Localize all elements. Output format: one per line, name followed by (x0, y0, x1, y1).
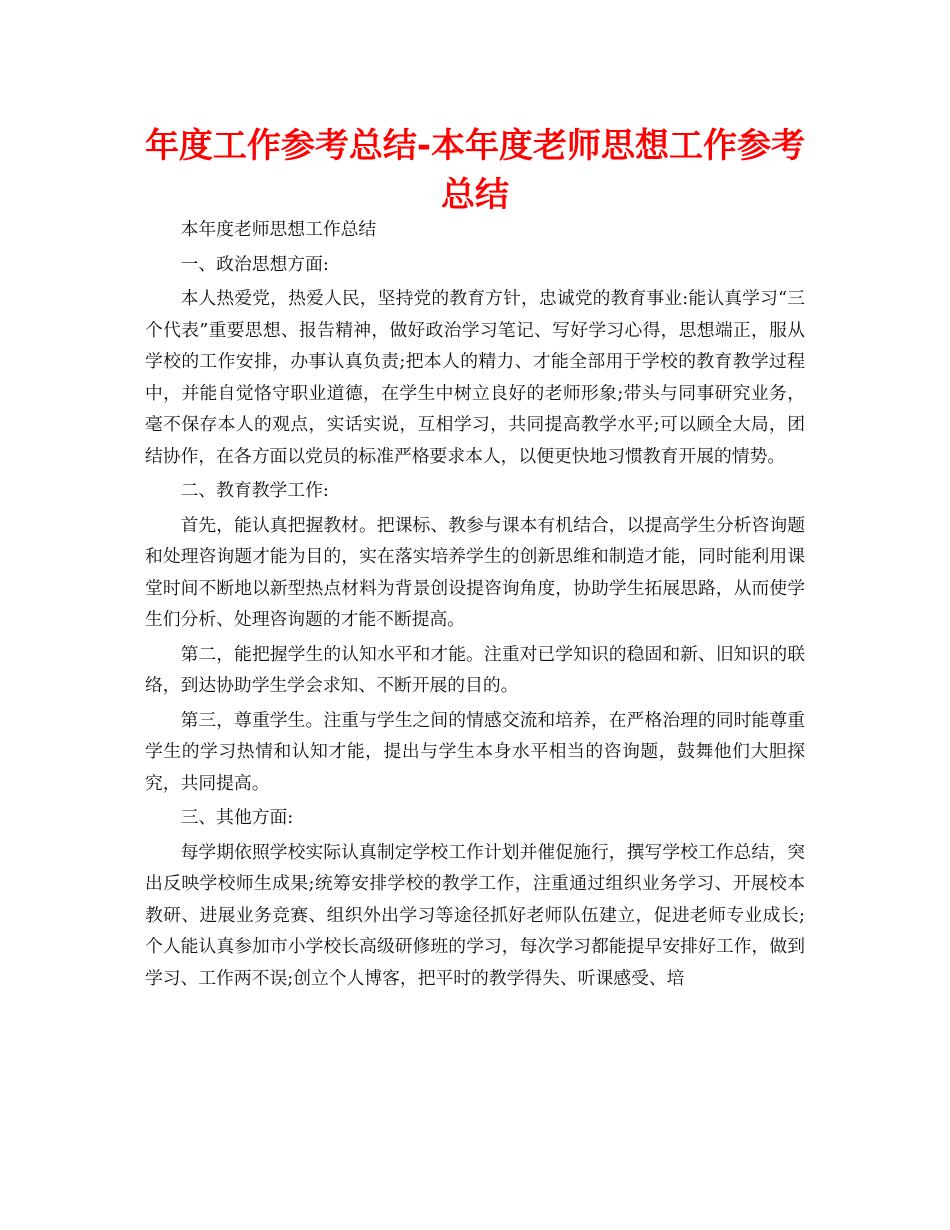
subtitle-paragraph: 本年度老师思想工作总结 (180, 219, 377, 240)
paragraph-other: 每学期依照学校实际认真制定学校工作计划并催促施行，撰写学校工作总结，突出反映学校师生成果;统筹安排学校的教学工作，注重通过组织业务学习、开展校本教研、进展业务竞赛、组织外出学习等途径抓好老师队伍建立，促进老师专业成长;个人能认真参加市小学校长高级研修班的学习，每次学习都能提早安排好工作，做到学习、工作两不误;创立个人博客，把平时的教学得失、听课感受、培 (145, 841, 805, 989)
paragraph-politics: 本人热爱党，热爱人民，坚持党的教育方针，忠诚党的教育事业:能认真学习“三个代表”重要思想、报告精神，做好政治学习笔记、写好学习心得，思想端正，服从学校的工作安排，办事认真负责;把本人的精力、才能全部用于学校的教育教学过程中，并能自觉恪守职业道德，在学生中树立良好的老师形象;带头与同事研究业务，毫不保存本人的观点，实话实说，互相学习，共同提高教学水平;可以顾全大局，团结协作，在各方面以党员的标准严格要求本人，以便更快地习惯教育开展的情势。 (145, 288, 805, 467)
section-heading-politics: 一、政治思想方面: (180, 253, 329, 275)
paragraph-teaching-first: 首先，能认真把握教材。把课标、教参与课本有机结合，以提高学生分析咨询题和处理咨询题才能为目的，实在落实培养学生的创新思维和制造才能，同时能利用课堂时间不断地以新型热点材料为背景创设提咨询角度，协助学生拓展思路，从而使学生们分析、处理咨询题的才能不断提高。 (145, 514, 805, 630)
paragraph-teaching-second: 第二，能把握学生的认知水平和才能。注重对已学知识的稳固和新、旧知识的联络，到达协助学生学会求知、不断开展的目的。 (145, 643, 805, 696)
document-body (145, 214, 805, 997)
section-heading-other: 三、其他方面: (180, 807, 294, 828)
paragraph-teaching-third: 第三，尊重学生。注重与学生之间的情感交流和培养，在严格治理的同时能尊重学生的学习热情和认知才能，提出与学生本身水平相当的咨询题，鼓舞他们大胆探究，共同提高。 (145, 709, 805, 794)
section-heading-teaching: 二、教育教学工作: (180, 480, 329, 501)
document-title: 年度工作参考总结-本年度老师思想工作参考总结 (144, 126, 806, 215)
